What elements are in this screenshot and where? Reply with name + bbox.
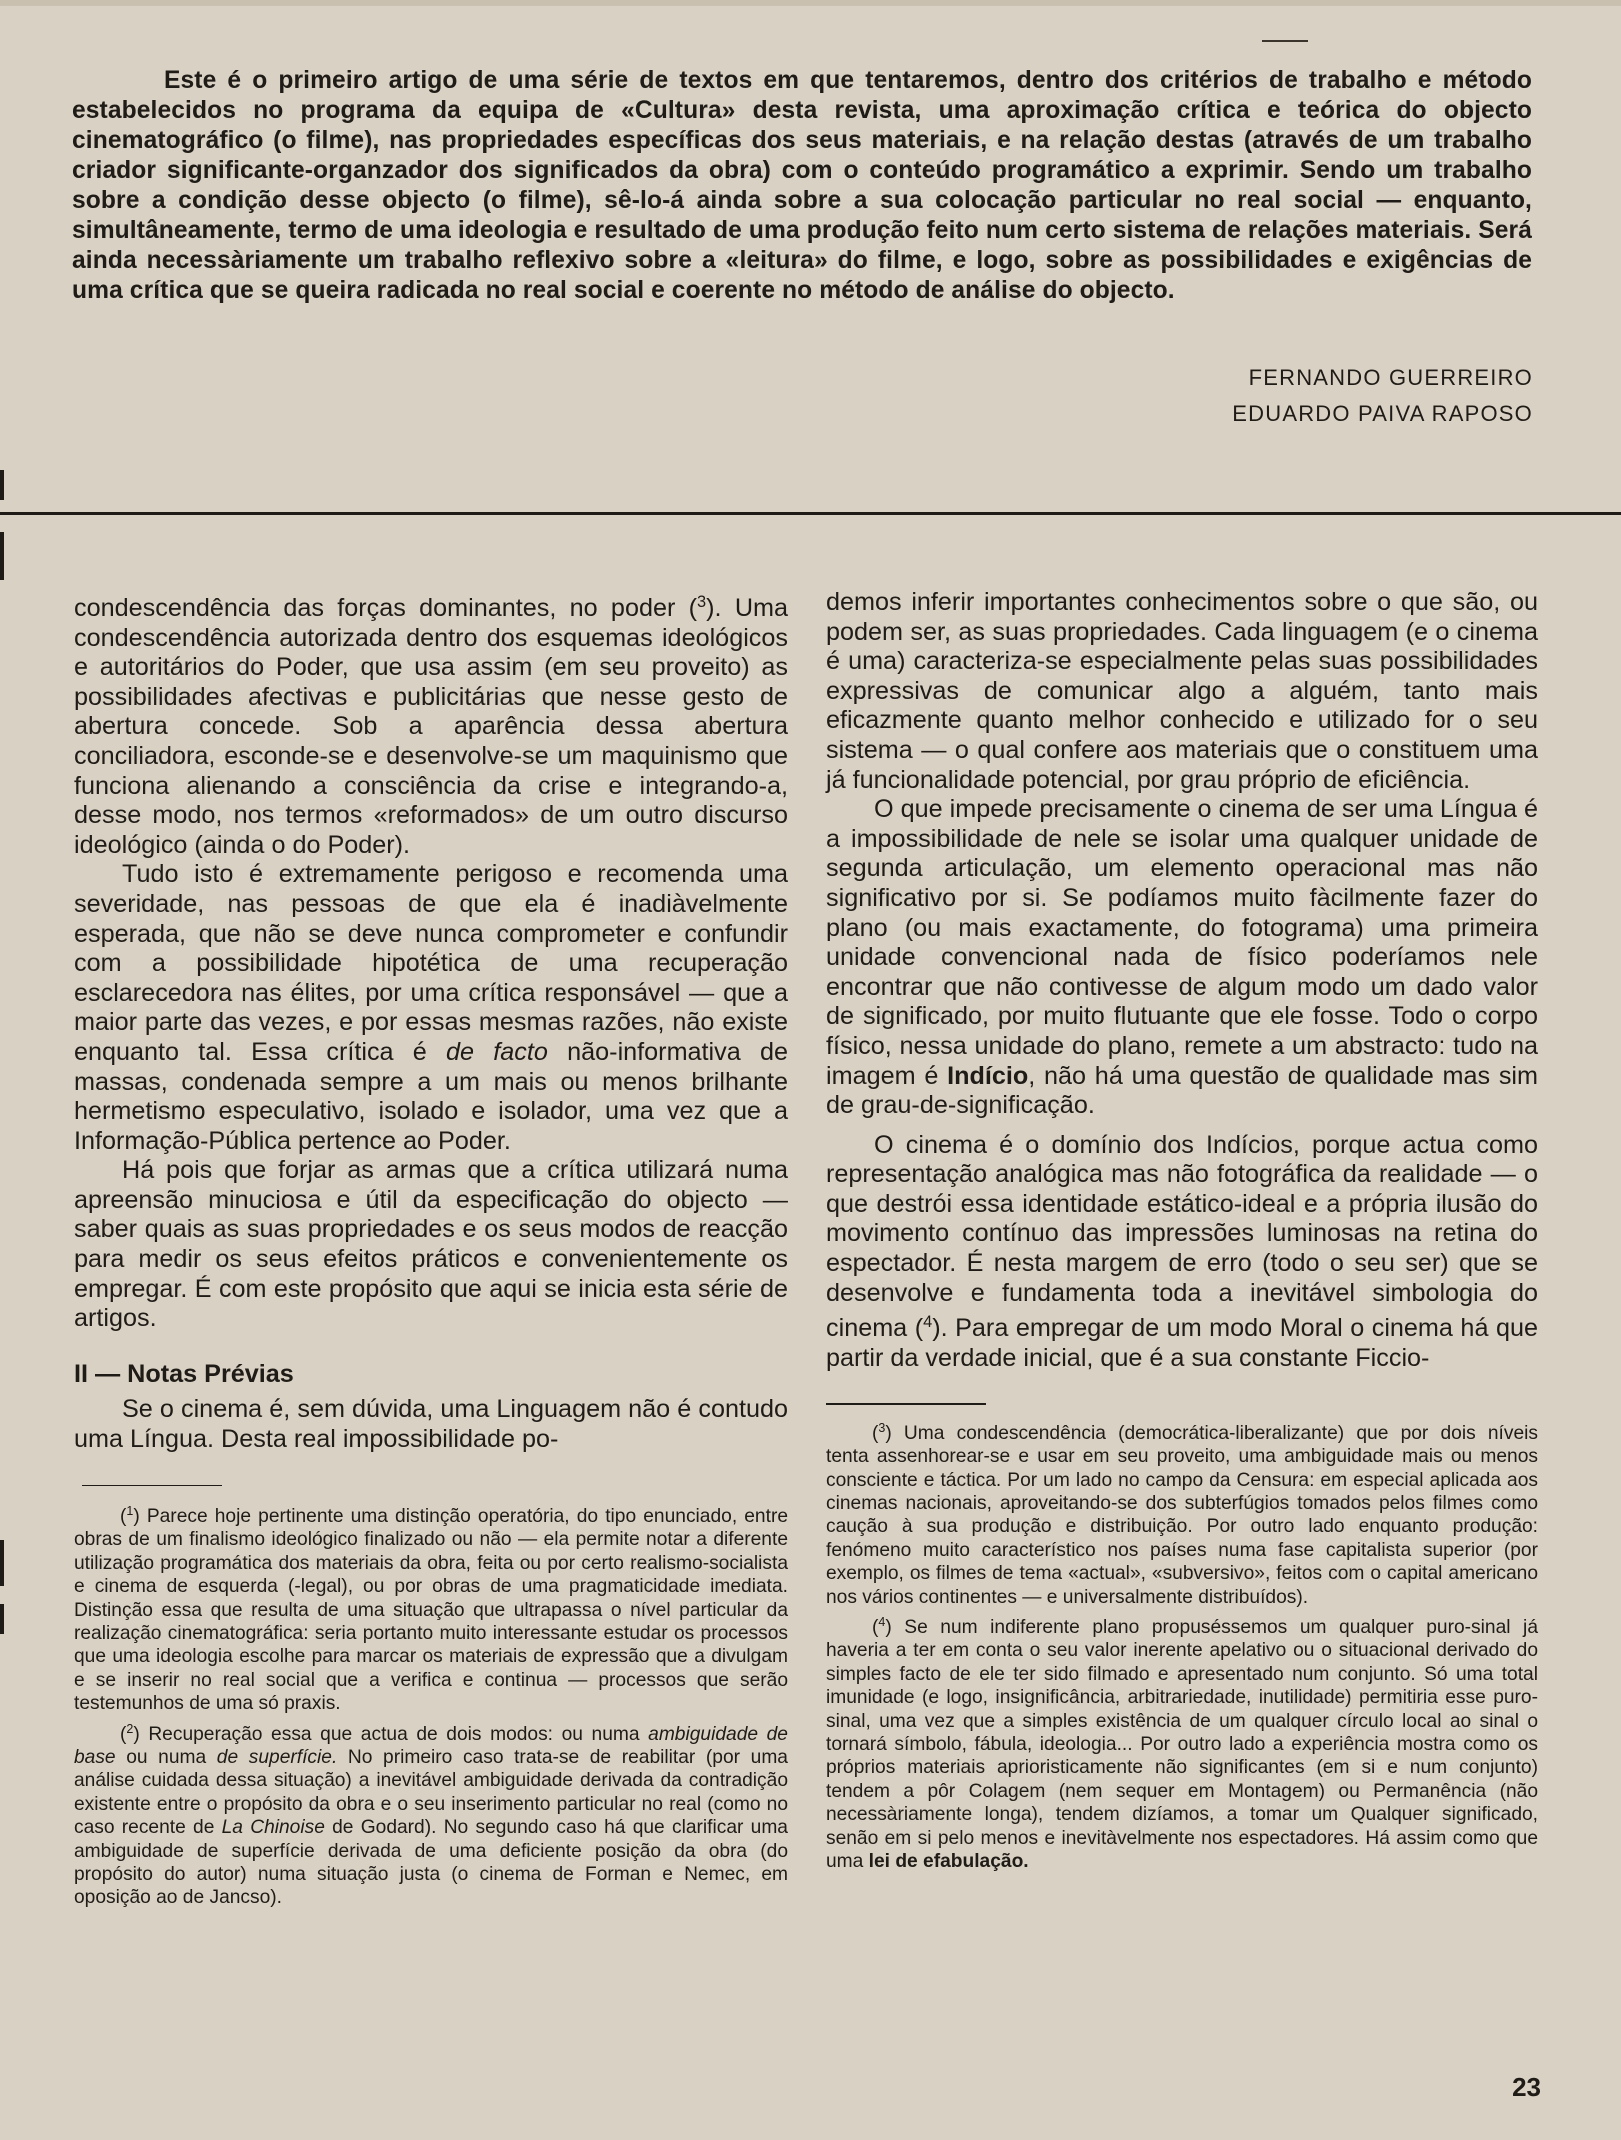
margin-mark: [0, 470, 4, 500]
footnote: ($^3$) Uma condescendência (democrática-liberalizante) que por dois níveis tenta assenhorear-se e usar em seu proveito, uma ambiguidade mais ou menos consciente e táctica. Por um lado no campo da Censura: em especial aplicada aos cinemas nacionais, aproveitando-se dos subterfúgios tomados pelos filmes como caução à sua produção e distribuição. Por outro lado enquanto produção: fenómeno muito característico nos países numa fase capitalista superior (por exemplo, os filmes de tema «actual», «subversivo», feitos com o capital americano nos vários continentes — e universalmente distribuídos).: [826, 1420, 1538, 1608]
italic-run: La Chinoise: [221, 1817, 325, 1839]
bold-run: Indício: [947, 1061, 1029, 1090]
italic-run: de superfície.: [216, 1746, 338, 1768]
text-run: No primeiro caso trata-se de reabilitar (por uma análise cuidada dessa situação) a inevitável ambiguidade derivada da contradição existente entre o propósito da obra e o seu inserimento particular no real (como no caso recente de: [74, 1746, 788, 1839]
page-number: 23: [1512, 2072, 1541, 2102]
section-heading: II — Notas Prévias: [74, 1359, 294, 1388]
footnote: ($^1$) Parece hoje pertinente uma distinção operatória, do tipo enunciado, entre obras de um finalismo ideológico finalizado ou não — ela permite notar a diferente utilização programática dos materiais da obra, feita ou por certo realismo-socialista e cinema de esquerda (-legal), ou por obras de uma pragmaticidade imediata. Distinção essa que resulta de uma situação que ultrapassa o nível particular da realização cinematográfica: seria portanto muito interessante estudar os processos que uma ideologia escolhe para marcar os materiais de expressão que a divulgam e se inserir no real social que a verifica e continua — processos que serão testemunhos de uma só praxis.: [74, 1504, 788, 1715]
body-paragraph: Há pois que forjar as armas que a crítica utilizará numa apreensão minuciosa e útil da especificação do objecto — saber quais as suas propriedades e os seus modos de reacção para medir os seus efeitos práticos e convenientemente os empregar. É com este propósito que aqui se inicia esta série de artigos.: [74, 1156, 788, 1333]
footnote-ref: 1: [126, 1504, 134, 1519]
text-run: Tudo isto é extremamente perigoso e recomenda uma severidade, nas pessoas de que ela é inadiàvelmente esperada, que não se deve nunca comprometer e confundir com a possibilidade hipotética de uma recuperação esclarecedora nas élites, por uma crítica responsável — que a maior parte das vezes, e por essas mesmas razões, não existe enquanto tal. Essa crítica é: [74, 860, 788, 1066]
text-run: O que impede precisamente o cinema de ser uma Língua é a impossibilidade de nele se isolar uma qualquer unidade de segunda articulação, um elemento operacional mas não significativo por si. Se podíamos muito fàcilmente fazer do plano (ou mais exactamente, do fotograma) uma primeira unidade convencional nada de físico poderíamos nele encontrar que não contivesse de algum modo um dado valor de significado, por muito flutuante que ele fosse. Todo o corpo físico, nessa unidade do plano, remete a um abstracto: tudo na imagem é: [826, 795, 1538, 1090]
section-divider: [0, 512, 1621, 515]
footnotes: [74, 1500, 788, 1910]
text-run: , não há uma questão de qualidade mas sim de grau-de-significação.: [826, 1061, 1539, 1120]
body-paragraph: [74, 860, 788, 1156]
text-run: ). Uma condescendência autorizada dentro dos esquemas ideológicos e autoritários do Poder, que usa assim (em seu proveito) as possibilidades afectivas e publicitárias que nesse gesto de abertura concede. Sob a aparência dessa abertura conciliadora, esconde-se e desenvolve-se um maquinismo que funciona alienando a consciência da crise e integrando-a, desse modo, nos termos «reformados» de um outro discurso ideológico (ainda o do Poder).: [74, 594, 789, 859]
author-block: [1232, 360, 1533, 432]
text-run: ou numa: [115, 1746, 217, 1768]
footnote-ref: 3: [697, 593, 707, 611]
margin-mark: [0, 1604, 4, 1634]
footnote-ref: 4: [878, 1615, 886, 1630]
author-name: EDUARDO PAIVA RAPOSO: [1232, 401, 1533, 426]
ink-mark: [1262, 40, 1308, 42]
footnote-rule: [826, 1403, 986, 1405]
body-paragraph: [74, 588, 788, 860]
margin-mark: [0, 532, 4, 580]
margin-mark: [0, 1540, 4, 1586]
text-run: ). Para empregar de um modo Moral o cinema há que partir da verdade inicial, que é a sua constante Ficcio-: [826, 1314, 1538, 1372]
italic-run: de facto: [446, 1037, 548, 1066]
text-run: Uma condescendência (democrática-liberalizante) que por dois níveis tenta assenhorear-se e usar em seu proveito, uma ambiguidade mais ou menos consciente e táctica. Por um lado no campo da Censura: em especial aplicada aos cinemas nacionais, aproveitando-se dos subterfúgios tomados pelos filmes como caução à sua produção e distribuição. Por outro lado enquanto produção: fenómeno muito característico nos países numa fase capitalista superior (por exemplo, os filmes de tema «actual», «subversivo», feitos com o capital americano nos vários continentes — e universalmente distribuídos).: [826, 1422, 1538, 1608]
body-paragraph: demos inferir importantes conhecimentos sobre o que são, ou podem ser, as suas propriedades. Cada linguagem (e o cinema é uma) caracteriza-se especialmente pelas suas possibilidades expressivas de comunicar algo a alguém, tanto mais eficazmente quanto melhor conhecido e utilizado for o seu sistema — o qual confere aos materiais que o constituem uma já funcionalidade potencial, por grau próprio de eficiência.: [826, 588, 1538, 794]
footnote-ref: 2: [126, 1721, 134, 1736]
author-name: FERNANDO GUERREIRO: [1248, 365, 1533, 390]
text-run: O cinema é o domínio dos Indícios, porque actua como representação analógica mas não fotográfica da realidade — o que destrói essa identidade estático-ideal e a própria ilusão do movimento contínuo das impressões luminosas na retina do espectador. É nesta margem de erro (todo o seu ser) que se desenvolve e fundamenta toda a inevitável simbologia do cinema (: [826, 1130, 1538, 1343]
body-paragraph: Se o cinema é, sem dúvida, uma Linguagem não é contudo uma Língua. Desta real impossibilidade po-: [74, 1395, 788, 1454]
bold-run: lei de efabulação.: [868, 1850, 1029, 1872]
page-top-edge: [0, 0, 1621, 6]
intro-paragraph: Este é o primeiro artigo de uma série de textos em que tentaremos, dentro dos critérios de trabalho e método estabelecidos no programa da equipa de «Cultura» desta revista, uma aproximação crítica e teórica do objecto cinematográfico (o filme), nas propriedades específicas dos seus materiais, e na relação destas (através de um trabalho criador significante-organzador dos significados da obra) com o conteúdo programático a exprimir. Sendo um trabalho sobre a condição desse objecto (o filme), sê-lo-á ainda sobre a sua colocação particular no real social — enquanto, simultâneamente, termo de uma ideologia e resultado de uma produção feito num certo sistema de relações materiais. Será ainda necessàriamente um trabalho reflexivo sobre a «leitura» do filme, e logo, sobre as possibilidades e exigências de uma crítica que se queira radicada no real social e coerente no método de análise do objecto.: [72, 67, 1532, 304]
right-column: [826, 588, 1538, 1873]
text-run: Recuperação essa que actua de dois modos: ou numa: [139, 1723, 649, 1745]
body-paragraph: [826, 1131, 1538, 1374]
text-run: condescendência das forças dominantes, no poder (: [74, 594, 698, 622]
intro-section: [72, 66, 1532, 306]
left-column: [74, 588, 788, 1910]
footnote-ref: 3: [878, 1420, 886, 1435]
text-run: Se num indiferente plano propuséssemos um qualquer puro-sinal já haveria a ter em conta o seu valor inerente apelativo ou o situacional derivado do simples facto de ele ter sido filmado e apresentado num conjunto. Só uma total imunidade (e logo, insignificância, arbitrariedade, inutilidade) permitiria esse puro-sinal, uma vez que a simples existência de um qualquer círculo local ao sinal o tornará símbolo, fábula, ideologia... Por outro lado a experiência mostra como os próprios materiais aprioristicamente não significantes (em si e num conjunto) tendem a pôr Colagem (nem sequer em Montagem) ou Permanência (não necessàriamente longa), tendem dizíamos, a tomar um Qualquer significado, senão em si pelo menos e inevitàvelmente nos espectadores. Há assim como que uma: [826, 1616, 1538, 1872]
text-run: não-informativa de massas, condenada sempre a um mais ou menos brilhante hermetismo especulativo, isolado e isolador, uma vez que a Informação-Pública pertence ao Poder.: [74, 1037, 789, 1155]
footnote: ($^2$) Recuperação essa que actua de dois modos: ou numa ambiguidade de base ou numa de superfície. No primeiro caso trata-se de reabilitar (por uma análise cuidada dessa situação) a inevitável ambiguidade derivada da contradição existente entre o propósito da obra e o seu inserimento particular no real (como no caso recente de La Chinoise de Godard). No segundo caso há que clarificar uma ambiguidade de superfície derivada de uma deficiente posição da obra (do propósito do autor) numa situação justa (o cinema de Forman e Nemec, em oposição ao de Jancso).: [74, 1721, 788, 1909]
footnotes: [826, 1417, 1538, 1873]
body-paragraph: [826, 795, 1538, 1121]
text-run: de Godard). No segundo caso há que clarificar uma ambiguidade de superfície derivada de uma deficiente posição da obra (do propósito do autor) numa situação justa (o cinema de Forman e Nemec, em oposição ao de Jancso).: [74, 1817, 788, 1909]
text-run: Parece hoje pertinente uma distinção operatória, do tipo enunciado, entre obras de um finalismo ideológico finalizado ou não — ela permite notar a diferente utilização programática dos materiais da obra, feita ou por certo realismo-socialista e cinema de esquerda (-legal), ou por obras de uma pragmaticidade imediata. Distinção essa que resulta de uma situação que ultrapassa o nível particular da realização cinematográfica: seria portanto muito interessante estudar os processos que uma ideologia escolhe para marcar os materiais de expressão que a divulgam e se inserir no real social que a verifica e continua — processos que serão testemunhos de uma só praxis.: [74, 1505, 788, 1715]
footnote-ref: 4: [923, 1313, 933, 1332]
footnote-rule: [82, 1485, 222, 1487]
footnote: ($^4$) Se num indiferente plano propuséssemos um qualquer puro-sinal já haveria a ter em conta o seu valor inerente apelativo ou o situacional derivado do simples facto de ele ter sido filmado e apresentado num conjunto. Só uma total imunidade (e logo, insignificância, arbitrariedade, inutilidade) permitiria esse puro-sinal, uma vez que a simples existência de um qualquer círculo local ao sinal o tornará símbolo, fábula, ideologia... Por outro lado a experiência mostra como os próprios materiais aprioristicamente não significantes (em si e num conjunto) tendem a pôr Colagem (nem sequer em Montagem) ou Permanência (não necessàriamente longa), tendem dizíamos, a tomar um Qualquer significado, senão em si pelo menos e inevitàvelmente nos espectadores. Há assim como que uma lei de efabulação.: [826, 1615, 1538, 1872]
italic-run: ambiguidade de base: [74, 1723, 788, 1768]
